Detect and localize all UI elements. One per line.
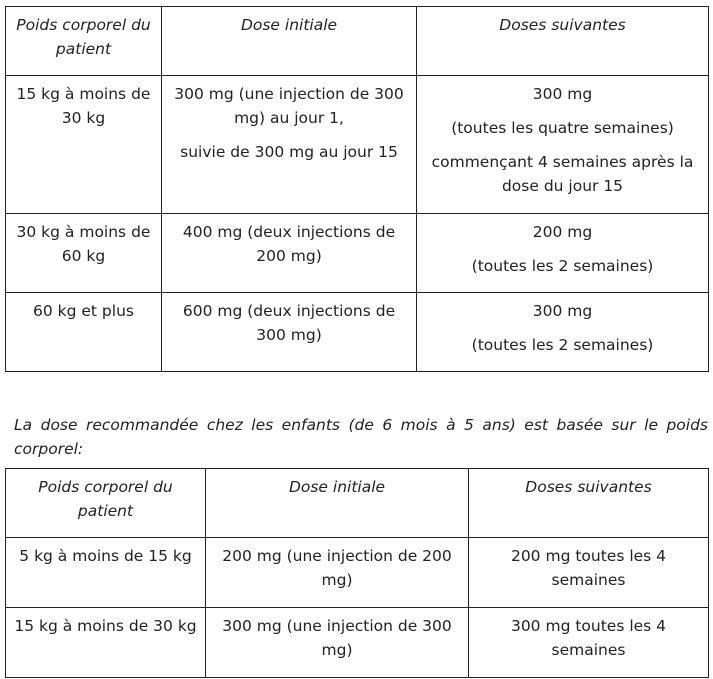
table-row bbox=[6, 293, 709, 372]
initial-dose-cell bbox=[162, 214, 417, 293]
initial-dose-cell: 300 mg (une injection de 300 mg) bbox=[206, 608, 469, 678]
initial-dose-cell bbox=[162, 293, 417, 372]
table-header-row bbox=[6, 469, 709, 538]
weight-cell: 15 kg à moins de 30 kg bbox=[6, 608, 206, 678]
subsequent-dose-line: 300 mg bbox=[532, 85, 593, 103]
weight-cell: 5 kg à moins de 15 kg bbox=[6, 538, 206, 608]
children-dose-intro: La dose recommandée chez les enfants (de 6 mois à 5 ans) est basée sur le poids corporel: bbox=[14, 416, 708, 458]
initial-dose-line: suivie de 300 mg au jour 15 bbox=[180, 143, 398, 161]
table-row bbox=[6, 214, 709, 293]
subsequent-doses-cell bbox=[417, 76, 709, 214]
header-initial-dose: Dose initiale bbox=[206, 469, 469, 538]
table-row bbox=[6, 608, 709, 678]
initial-dose-line: 400 mg (deux injections de 200 mg) bbox=[182, 223, 396, 265]
table-row bbox=[6, 76, 709, 214]
header-subsequent-doses: Doses suivantes bbox=[417, 7, 709, 76]
subsequent-dose-line: (toutes les 2 semaines) bbox=[471, 336, 654, 354]
dosage-table-adults bbox=[5, 6, 709, 372]
initial-dose-cell: 200 mg (une injection de 200 mg) bbox=[206, 538, 469, 608]
subsequent-dose-line: commençant 4 semaines après la dose du jour 15 bbox=[431, 153, 694, 195]
table-row bbox=[6, 538, 709, 608]
header-weight: Poids corporel du patient bbox=[6, 469, 206, 538]
subsequent-doses-cell bbox=[417, 293, 709, 372]
table-header-row bbox=[6, 7, 709, 76]
header-subsequent-doses: Doses suivantes bbox=[469, 469, 709, 538]
initial-dose-line: 300 mg (une injection de 300 mg) au jour 1, bbox=[174, 85, 404, 127]
weight-cell: 30 kg à moins de 60 kg bbox=[6, 214, 162, 293]
weight-cell: 15 kg à moins de 30 kg bbox=[6, 76, 162, 214]
initial-dose-line: 600 mg (deux injections de 300 mg) bbox=[182, 302, 396, 344]
subsequent-doses-cell: 200 mg toutes les 4 semaines bbox=[469, 538, 709, 608]
dosage-table-children bbox=[5, 468, 709, 678]
subsequent-dose-line: (toutes les quatre semaines) bbox=[451, 119, 674, 137]
subsequent-dose-line: 200 mg bbox=[532, 223, 593, 241]
subsequent-dose-line: 300 mg bbox=[532, 302, 593, 320]
weight-cell: 60 kg et plus bbox=[6, 293, 162, 372]
header-initial-dose: Dose initiale bbox=[162, 7, 417, 76]
subsequent-dose-line: (toutes les 2 semaines) bbox=[471, 257, 654, 275]
initial-dose-cell bbox=[162, 76, 417, 214]
subsequent-doses-cell bbox=[417, 214, 709, 293]
subsequent-doses-cell: 300 mg toutes les 4 semaines bbox=[469, 608, 709, 678]
header-weight: Poids corporel du patient bbox=[6, 7, 162, 76]
